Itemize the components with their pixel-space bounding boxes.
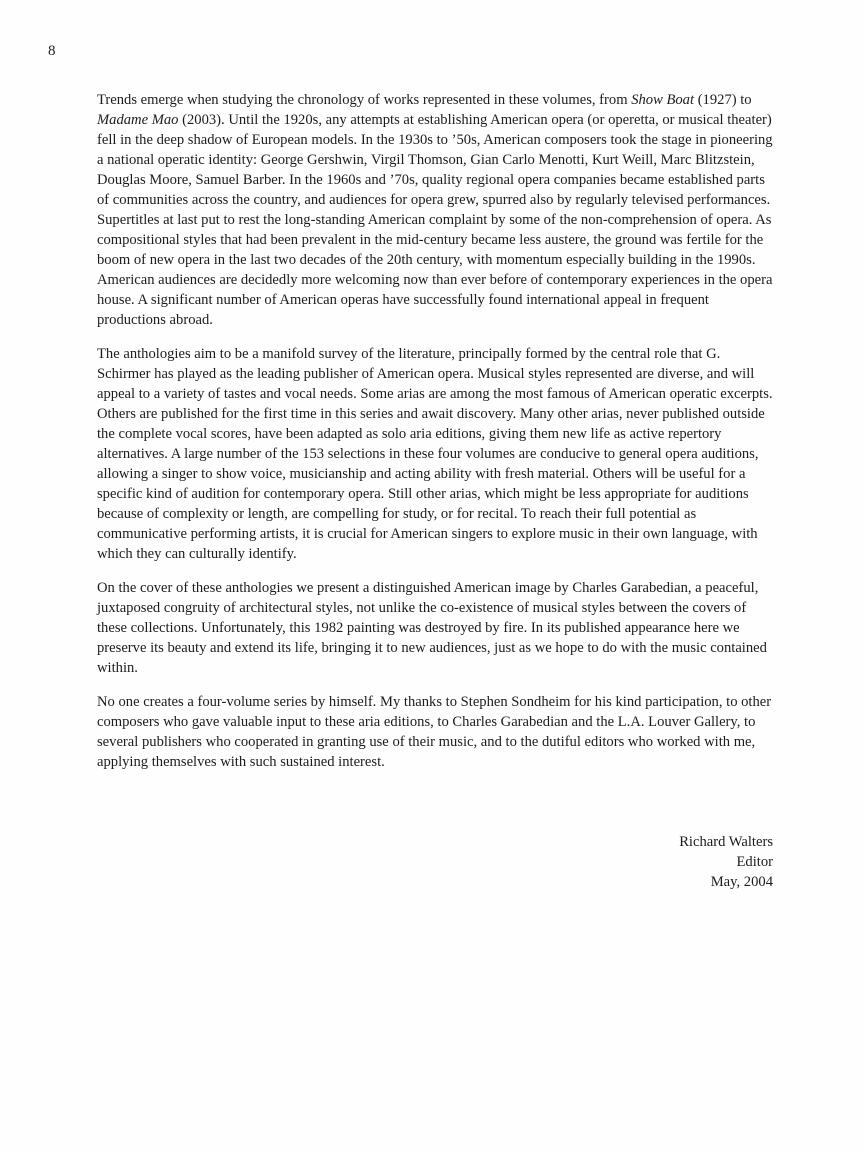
paragraph-cover: On the cover of these anthologies we present a distinguished American image by Charles Garabedian, a peaceful, juxtaposed congruity of architectural styles, not unlike the co-existence of musical styles between the covers of these collections. Unfortunately, this 1982 painting was destroyed by fire. In its published appearance here we preserve its beauty and extend its life, bringing it to new audiences, just as we hope to do with the music contained within. xyxy=(97,580,767,676)
editor-name: Richard Walters xyxy=(679,834,773,850)
show-boat-title: Show Boat xyxy=(631,92,695,108)
paragraph-trends-text-2: (1927) to xyxy=(694,92,752,108)
paragraph-thanks: No one creates a four-volume series by himself. My thanks to Stephen Sondheim for his kind participation, to other composers who gave valuable input to these aria editions, to Charles Garabedian and the L.A. Louver Gallery, to several publishers who cooperated in granting use of their music, and to the dutiful editors who worked with me, applying themselves with such sustained interest. xyxy=(97,694,772,770)
page-number: 8 xyxy=(48,43,56,59)
paragraph-trends xyxy=(97,90,773,330)
paragraph-trends-text-3: (2003). Until the 1920s, any attempts at establishing American opera (or operetta, or musical theater) fell in the deep shadow of European models. In the 1930s to ’50s, American composers took the stage in pioneering a national operatic identity: George Gershwin, Virgil Thomson, Gian Carlo Menotti, Kurt Weill, Marc Blitzstein, Douglas Moore, Samuel Barber. In the 1960s and ’70s, quality regional opera companies became established parts of communities across the country, and audiences for opera grew, spurred also by regularly televised performances. Supertitles at last put to rest the long-standing American complaint by some of the non-comprehension of opera. As compositional styles that had been prevalent in the mid-century became less austere, the ground was fertile for the boom of new opera in the last two decades of the 20th century, with momentum especially building in the 1990s. American audiences are decidedly more welcoming now than ever before of contemporary experiences in the opera house. A significant number of American operas have successfully found international appeal in frequent productions abroad. xyxy=(97,112,773,328)
madame-mao-title: Madame Mao xyxy=(97,112,179,128)
signature-block xyxy=(97,832,773,892)
signature-date: May, 2004 xyxy=(710,874,773,890)
editor-title: Editor xyxy=(736,854,773,870)
paragraph-anthologies: The anthologies aim to be a manifold survey of the literature, principally formed by the central role that G. Schirmer has played as the leading publisher of American opera. Musical styles represented are diverse, and will appeal to a variety of tastes and vocal needs. Some arias are among the most famous of American operatic excerpts. Others are published for the first time in this series and await discovery. Many other arias, never published outside the complete vocal scores, have been adapted as solo aria editions, giving them new life as active repertory alternatives. A large number of the 153 selections in these four volumes are conducive to general opera auditions, allowing a singer to show voice, musicianship and acting ability with fresh material. Others will be useful for a specific kind of audition for contemporary opera. Still other arias, which might be less appropriate for auditions because of complexity or length, are compelling for study, or for recital. To reach their full potential as communicative performing artists, it is crucial for American singers to explore music in their own language, with which they can culturally identify. xyxy=(97,346,773,562)
text-block xyxy=(97,90,773,892)
paragraph-trends-text-1: Trends emerge when studying the chronology of works represented in these volumes, from xyxy=(97,92,632,108)
